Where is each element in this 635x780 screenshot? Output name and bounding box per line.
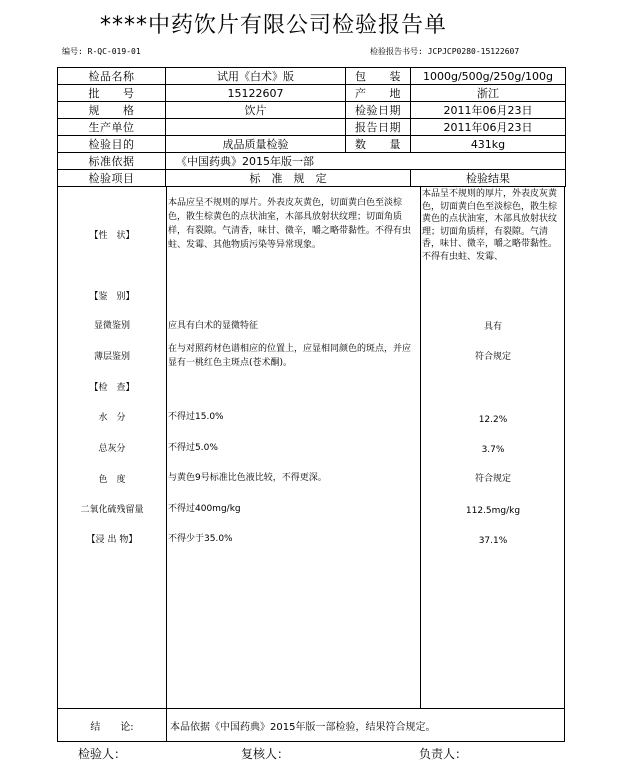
extract-result: 37.1% — [478, 536, 508, 546]
reviewer-signature: 复核人： — [241, 747, 290, 761]
spec-label: 规 格 — [58, 102, 166, 119]
report-date-label: 报告日期 — [346, 119, 411, 136]
standard-value: 《中国药典》2015年版一部 — [166, 153, 566, 170]
column-divider — [166, 186, 167, 708]
ash-label: 总灰分 — [98, 444, 126, 454]
header-row — [58, 68, 566, 85]
tlc-result: 符合规定 — [474, 352, 511, 362]
header-table — [57, 67, 566, 187]
batch-label: 批 号 — [58, 85, 166, 102]
purpose-label: 检验目的 — [58, 136, 166, 153]
package-label: 包 装 — [346, 68, 411, 85]
doc-number-value: R-QC-019-01 — [87, 47, 141, 56]
tlc-label: 薄层鉴别 — [93, 352, 130, 362]
doc-number-label: 编号: — [62, 47, 83, 56]
identify-label: 【鉴 别】 — [89, 292, 135, 302]
result-column-header: 检验结果 — [411, 170, 566, 187]
quantity-label: 数 量 — [346, 136, 411, 153]
header-row — [58, 153, 566, 170]
package-value: 1000g/500g/250g/100g — [411, 68, 566, 85]
character-standard: 本品应呈不规则的厚片。外表皮灰黄色，切面黄白色至淡棕色，散生棕黄色的点状油室，木部具放射状纹理；切面角质样，有裂隙。气清香，味甘、微辛，嚼之略带黏性。不得有虫蛀、发霉、其他物质污染等异常现象。 — [168, 198, 412, 250]
column-divider — [420, 186, 421, 708]
report-date-value: 2011年06月23日 — [411, 119, 566, 136]
report-number-label: 检验报告书号: — [370, 47, 423, 56]
so2-label: 二氧化硫残留量 — [80, 505, 144, 515]
column-divider — [166, 709, 167, 741]
inspect-date-label: 检验日期 — [346, 102, 411, 119]
check-label: 【检 查】 — [89, 383, 135, 393]
color-standard: 与黄色9号标准比色液比较，不得更深。 — [168, 473, 327, 483]
report-title: ****中药饮片有限公司检验报告单 — [100, 13, 448, 38]
conclusion-row — [57, 709, 565, 742]
water-result: 12.2% — [478, 415, 508, 425]
quantity-value: 431kg — [411, 136, 566, 153]
extract-label: 【浸 出 物】 — [86, 535, 138, 545]
inspector-signature: 检验人： — [78, 747, 127, 761]
ash-result: 3.7% — [481, 445, 505, 455]
origin-value: 浙江 — [411, 85, 566, 102]
column-header-row — [58, 170, 566, 187]
spec-column-header: 标 准 规 定 — [166, 170, 411, 187]
producer-label: 生产单位 — [58, 119, 166, 136]
micro-label: 显微鉴别 — [93, 321, 130, 331]
doc-number — [62, 46, 141, 57]
items-column-header: 检验项目 — [58, 170, 166, 187]
conclusion-text: 本品依据《中国药典》2015年版一部检验，结果符合规定。 — [170, 722, 436, 733]
water-label: 水 分 — [98, 413, 126, 423]
so2-result: 112.5mg/kg — [465, 506, 521, 516]
inspect-date-value: 2011年06月23日 — [411, 102, 566, 119]
inspection-items — [57, 186, 565, 709]
color-label: 色 度 — [98, 475, 126, 485]
header-row — [58, 136, 566, 153]
header-row — [58, 102, 566, 119]
so2-standard: 不得过400mg/kg — [168, 504, 241, 514]
micro-standard: 应具有白术的显微特征 — [168, 321, 259, 331]
extract-standard: 不得少于35.0% — [168, 534, 233, 544]
color-result: 符合规定 — [474, 474, 511, 484]
header-row — [58, 119, 566, 136]
report-number-value: JCPJCP0280-15122607 — [427, 47, 520, 56]
manager-signature: 负责人： — [419, 747, 468, 761]
producer-value — [166, 119, 346, 136]
ash-standard: 不得过5.0% — [168, 443, 218, 453]
product-name-value: 试用《白术》版 — [166, 68, 346, 85]
purpose-value: 成品质量检验 — [166, 136, 346, 153]
character-result: 本品呈不规则的厚片，外表皮灰黄色，切面黄白色至淡棕色，散生棕黄色的点状油室，木部具放射状纹理；切面角质样，有裂隙。气清香，味甘、微辛，嚼之略带黏性。不得有虫蛀、发霉、 — [422, 189, 558, 262]
batch-value: 15122607 — [166, 85, 346, 102]
product-name-label: 检品名称 — [58, 68, 166, 85]
report-number — [370, 46, 519, 57]
header-row — [58, 85, 566, 102]
tlc-standard: 在与对照药材色谱相应的位置上，应显相同颜色的斑点，并应显有一桃红色主斑点(苍术酮)。 — [168, 344, 412, 368]
standard-label: 标准依据 — [58, 153, 166, 170]
micro-result: 具有 — [483, 322, 502, 332]
water-standard: 不得过15.0% — [168, 412, 224, 422]
character-label: 【性 状】 — [89, 231, 135, 241]
spec-value: 饮片 — [166, 102, 346, 119]
origin-label: 产 地 — [346, 85, 411, 102]
conclusion-label: 结 论: — [90, 722, 134, 733]
